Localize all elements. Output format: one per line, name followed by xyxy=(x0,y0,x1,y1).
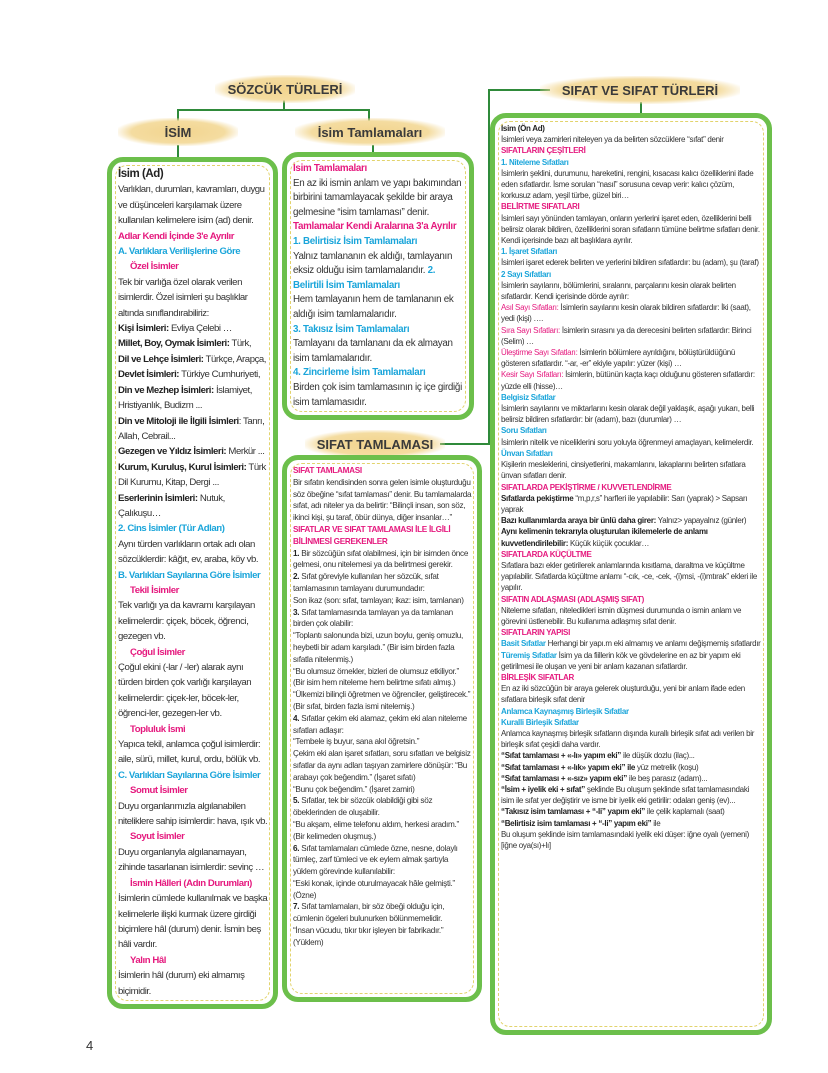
paragraph xyxy=(501,560,762,594)
paragraph xyxy=(501,369,762,391)
isim-tamlamalari-content xyxy=(287,157,469,415)
emphasis-run: 1. İşaret Sıfatları xyxy=(501,247,558,257)
paragraph xyxy=(293,843,472,878)
text-run: İsimlerin hâl (durum) eki almamış biçimidir. xyxy=(118,970,245,997)
text-run: Yapıca tekil, anlamca çoğul isimlerdir: aile, sürü, millet, kurul, ordu, bölük vb. xyxy=(118,739,261,766)
text-run: “Bu akşam, elime telefonu aldım, herkesi aradım.” (Bir kelimeden oluşmuş.) xyxy=(293,819,459,841)
section-heading xyxy=(118,876,268,891)
emphasis-run: SIFATLARDA PEKİŞTİRME / KUVVETLENDİRME xyxy=(501,482,672,492)
text-run: İslamiyet, Hristiyanlık, Budizm ... xyxy=(118,384,252,412)
section-heading xyxy=(118,953,268,968)
text-run: Yalnız tamlananın ek aldığı, tamlayanın eksiz olduğu isim tamlamalarıdır. xyxy=(293,250,453,277)
paragraph xyxy=(293,819,472,843)
label-sozcuk-turleri: SÖZCÜK TÜRLERİ xyxy=(215,75,355,103)
emphasis-run: Ünvan Sıfatları xyxy=(501,448,553,458)
paragraph xyxy=(293,630,472,665)
paragraph xyxy=(501,403,762,425)
emphasis-run: 4. Zincirleme İsim Tamlamaları xyxy=(293,367,426,379)
emphasis-run: Belgisiz Sıfatlar xyxy=(501,392,556,402)
text-run: “Bunu çok beğendim.” (İşaret zamiri) xyxy=(293,784,415,794)
paragraph xyxy=(118,491,268,522)
emphasis-run: 7. xyxy=(293,902,300,912)
paragraph xyxy=(118,537,268,568)
section-heading xyxy=(118,167,268,182)
text-run: Çekim eki alan işaret sıfatları, soru sıfatları ve belgisiz sıfatlar da aynı adları taşıyan zamirlere dönüşür: “Bu arabayı çok beğendim.” (İşaret sıfatı) xyxy=(293,749,471,782)
paragraph xyxy=(118,367,268,382)
emphasis-run: 1. Niteleme Sıfatları xyxy=(501,157,569,167)
text-run: Bir sıfatın kendisinden sonra gelen isimle oluşturduğu söz öbeğine “sıfat tamlaması” denir. Bu tamlamalarda sıfat, adı niteler ya da belirtir: “Bilinçli insan, son söz, ikinci kişi, şu taraf, öbür dünya, diğer insanlar…” xyxy=(293,477,472,523)
paragraph xyxy=(501,257,762,268)
section-heading xyxy=(118,568,268,583)
emphasis-run: Tekil İsimler xyxy=(130,584,179,596)
paragraph xyxy=(118,891,268,953)
emphasis-run: Basit Sıfatlar xyxy=(501,639,546,649)
text-run: ile çelik kaplamalı (saat) xyxy=(645,807,725,817)
paragraph xyxy=(118,275,268,321)
text-run: İsimleri veya zamirleri niteleyen ya da belirten sözcüklere “sıfat” denir xyxy=(501,135,724,145)
section-heading xyxy=(501,269,762,280)
text-run: Bir sözcüğün sıfat olabilmesi, için bir isimden önce gelmesi, onu nitelemesi ya da belirtmesi gerekir. xyxy=(293,548,469,570)
text-run: “Eski konak, içinde oturulmayacak hâle gelmişti.” (Özne) xyxy=(293,878,455,900)
paragraph xyxy=(118,598,268,644)
paragraph xyxy=(118,660,268,722)
isim-content xyxy=(112,162,273,1004)
section-heading xyxy=(293,220,464,235)
paragraph xyxy=(293,666,472,690)
paragraph xyxy=(293,689,472,713)
paragraph xyxy=(501,605,762,627)
paragraph xyxy=(501,762,762,773)
sifat-turleri-box xyxy=(490,113,772,1035)
text-run: Duyu organlarımızla algılanabilen niteliklere sahip isimlerdir: hava, ışık vb. xyxy=(118,800,268,828)
section-heading xyxy=(293,465,472,477)
section-heading xyxy=(118,244,268,259)
emphasis-run: 2. Cins İsimler (Tür Adları) xyxy=(118,523,225,535)
text-run: İsimlerin sayılarını, bölümlerini, sıralarını, parçalarını kesin olarak belirten sıfatlardır. Kendi içerisinde dörde ayrılır: xyxy=(501,280,736,302)
text-run: Nutuk, Çalıkuşu… xyxy=(118,492,225,519)
isim-tamlamalari-box xyxy=(282,152,474,420)
paragraph xyxy=(293,713,472,737)
text-run: Türk Dil Kurumu, Kitap, Dergi ... xyxy=(118,461,266,489)
emphasis-run: A. Varlıklara Verilişlerine Göre xyxy=(118,246,241,258)
section-heading xyxy=(293,366,464,381)
text-run: ile beş parasız (adam)... xyxy=(626,773,708,783)
emphasis-run: Bazı kullanımlarda araya bir ünlü daha girer: xyxy=(501,516,656,526)
emphasis-run: Tamlamalar Kendi Aralarına 3'a Ayrılır xyxy=(293,221,457,233)
section-heading xyxy=(293,235,464,250)
label-isim: İSİM xyxy=(118,118,238,146)
emphasis-run: Din ve Mitoloji ile İlgili İsimleri xyxy=(118,415,239,427)
emphasis-run: Sıra Sayı Sıfatları: xyxy=(501,325,560,335)
text-run: İsimleri işaret ederek belirten ve yerlerini bildiren sıfatlardır: bu (adam), şu (taraf) xyxy=(501,258,759,268)
emphasis-run: Topluluk İsmi xyxy=(130,723,186,735)
connector-line xyxy=(177,109,370,111)
paragraph xyxy=(118,321,268,336)
paragraph xyxy=(293,337,464,366)
section-heading xyxy=(118,645,268,660)
emphasis-run: Kesir Sayı Sıfatları: xyxy=(501,370,564,380)
emphasis-run: Sıfatlarda pekiştirme xyxy=(501,493,574,503)
paragraph xyxy=(501,168,762,202)
emphasis-run: “Sıfat tamlaması + «-lı» yapım eki” xyxy=(501,751,622,761)
isim-box xyxy=(107,157,278,1009)
paragraph xyxy=(501,325,762,347)
paragraph xyxy=(501,750,762,761)
text-run: İsimlerin, bütünün kaçta kaçı olduğunu gösteren sıfatlardır: yüzde elli (hisse)… xyxy=(501,370,755,391)
paragraph xyxy=(501,437,762,448)
text-run: İsimlerin sayılarını kesin olarak bildiren sıfatlardır: İki (saat), yedi (kişi) …. xyxy=(501,303,751,324)
paragraph xyxy=(501,493,762,515)
text-run: Son ikaz (son: sıfat, tamlayan; ikaz: isim, tamlanan) xyxy=(293,595,464,605)
text-run: İsimlerin cümlede kullanılmak ve başka kelimelerle ilişki kurmak üzere girdiği biçimlere hâl (durum) denir. İsmin beş hâli vardır. xyxy=(118,893,268,951)
emphasis-run: “Belirtisiz isim tamlaması + “-li” yapım eki” xyxy=(501,818,652,828)
emphasis-run: 6. xyxy=(293,843,300,853)
section-heading xyxy=(293,524,472,548)
emphasis-run: Gezegen ve Yıldız İsimleri: xyxy=(118,446,227,458)
section-heading xyxy=(501,201,762,212)
emphasis-run: C. Varlıkları Sayılarına Göre İsimler xyxy=(118,769,261,781)
emphasis-run: SIFATIN ADLAŞMASI (ADLAŞMIŞ SIFAT) xyxy=(501,594,644,604)
emphasis-run: “Sıfat tamlaması + «-sız» yapım eki” xyxy=(501,773,627,783)
emphasis-run: “Takısız isim tamlaması + “-li” yapım eki” xyxy=(501,807,645,817)
emphasis-run: Dil ve Lehçe İsimleri: xyxy=(118,353,204,365)
section-heading xyxy=(118,259,268,274)
text-run: “Toplantı salonunda bizi, uzun boylu, geniş omuzlu, heybetli bir adam karşıladı.” (Bir isim birden fazla sıfatla nitelenmiş.) xyxy=(293,631,463,664)
section-heading xyxy=(293,162,464,177)
paragraph xyxy=(293,607,472,631)
emphasis-run: Soyut İsimler xyxy=(130,831,185,843)
paragraph xyxy=(118,845,268,876)
section-heading xyxy=(501,706,762,717)
sifat-turleri-content xyxy=(495,118,767,856)
section-heading xyxy=(501,594,762,605)
emphasis-run: 2. Belirtili İsim Tamlamaları xyxy=(293,265,436,291)
text-run: İsimleri sayı yönünden tamlayan, onların yerlerini işaret eden, özelliklerini belli belirsiz olarak bildiren, özelliklerini soran sıfatların tümüne belirtme sıfatları denir. Kendi içerisinde bazı alt başlıklara ayrılır. xyxy=(501,213,760,246)
paragraph xyxy=(501,829,762,851)
text-run: Merkür ... xyxy=(226,446,265,458)
emphasis-run: SIFATLARDA KÜÇÜLTME xyxy=(501,549,592,559)
text-run: Anlamca kaynaşmış birleşik sıfatların dışında kurallı birleşik sıfat adı verilen bir birleşik sıfat çeşidi daha vardır. xyxy=(501,728,755,750)
paragraph xyxy=(293,293,464,322)
text-run: İsimlerin sırasını ya da derecesini belirten sıfatlardır: Birinci (Selim) … xyxy=(501,325,752,346)
paragraph xyxy=(293,925,472,949)
paragraph xyxy=(293,477,472,524)
text-run: İsimlerin şeklini, durumunu, hareketini, rengini, kısacası kalıcı özelliklerini ifade eden sıfatlardır. İsme sorulan “nasıl” sorusuna cevap verir: kalıcı çözüm, korkusuz adam, yeşil türbe, güzel biri… xyxy=(501,168,754,201)
paragraph xyxy=(501,123,762,134)
emphasis-run: Eserlerinin İsimleri: xyxy=(118,492,198,504)
emphasis-run: BİRLEŞİK SIFATLAR xyxy=(501,672,574,682)
section-heading xyxy=(501,672,762,683)
emphasis-run: SIFATLARIN YAPISI xyxy=(501,628,570,638)
label-isim-tamlamalari: İsim Tamlamaları xyxy=(295,118,445,146)
text-run: “Tembele iş buyur, sana akıl öğretsin.” xyxy=(293,737,420,747)
text-run: ile düşük dozlu (ilaç)... xyxy=(621,751,695,761)
label-sifat-tamlamasi: SIFAT TAMLAMASI xyxy=(305,430,445,458)
section-heading xyxy=(501,157,762,168)
paragraph xyxy=(118,460,268,491)
emphasis-run: Üleştirme Sayı Sıfatları: xyxy=(501,348,578,358)
section-heading xyxy=(118,583,268,598)
text-run: İsim ya da fiillerin kök ve gövdelerine en az bir yapım eki getirilmesi ile oluşan ve yeni bir anlam kazanan sıfatlardır. xyxy=(501,650,741,671)
text-run: şeklinde Bu oluşum şeklinde sıfat tamlamasındaki isim ile sıfat yer değiştirir ve isme bir iyelik eki getirilir: odaları geniş (ev)... xyxy=(501,784,750,806)
sifat-tamlamasi-box xyxy=(282,455,482,1002)
paragraph xyxy=(118,968,268,999)
paragraph xyxy=(293,595,472,607)
section-heading xyxy=(501,448,762,459)
text-run: Sıfat tamlamasında tamlayan ya da tamlanan birden çok olabilir: xyxy=(293,607,453,629)
emphasis-run: Yalın Hâl xyxy=(130,954,166,966)
emphasis-run: SIFATLARIN ÇEŞİTLERİ xyxy=(501,146,586,156)
paragraph xyxy=(293,177,464,221)
paragraph xyxy=(501,683,762,705)
text-run: Herhangi bir yapı.m eki almamış ve anlamı değişmemiş sıfatlardır xyxy=(545,639,761,649)
paragraph xyxy=(118,737,268,768)
text-run: Bu oluşum şeklinde isim tamlamasındaki iyelik eki düşer: iğne oyalı (yemeni) [iğne oya(sı)+lı] xyxy=(501,829,749,850)
paragraph xyxy=(501,213,762,247)
text-run: Sıfat tamlamaları cümlede özne, nesne, dolaylı tümleç, zarf tümleci ve ek eylem almak şartıyla yüklem görevinde kullanılabilir: xyxy=(293,843,458,877)
emphasis-run: 1. Belirtisiz İsim Tamlamaları xyxy=(293,235,418,247)
section-heading xyxy=(501,627,762,638)
text-run: En az iki sözcüğün bir araya gelerek oluşturduğu, yeni bir anlam ifade eden sıfatlara birleşik sıfat denir xyxy=(501,684,745,705)
paragraph xyxy=(118,336,268,351)
emphasis-run: İsim (Ön Ad) xyxy=(501,124,545,133)
text-run: En az iki ismin anlam ve yapı bakımından birbirini tamamlayacak şekilde bir araya gelmesine “isim tamlaması” denir. xyxy=(293,177,462,218)
text-run: Türkçe, Arapça, xyxy=(203,353,267,365)
connector-line xyxy=(440,443,490,445)
paragraph xyxy=(118,383,268,414)
emphasis-run: Millet, Boy, Oymak İsimleri: xyxy=(118,338,230,350)
text-run: Türkiye Cumhuriyeti, xyxy=(179,369,261,381)
emphasis-run: Çoğul İsimler xyxy=(130,646,185,658)
paragraph xyxy=(501,773,762,784)
text-run: Duyu organlarıyla algılanamayan, zihinde tasarlanan isimlerdir: sevinç … xyxy=(118,846,265,874)
section-heading xyxy=(118,768,268,783)
paragraph xyxy=(501,638,762,649)
section-heading xyxy=(501,482,762,493)
paragraph xyxy=(501,784,762,806)
section-heading xyxy=(501,549,762,560)
emphasis-run: Özel İsimler xyxy=(130,261,179,273)
paragraph xyxy=(501,650,762,672)
text-run: Sıfat tamlamaları, bir söz öbeği olduğu için, cümlenin ögeleri bulunurken bölünmemelidir. xyxy=(293,902,445,924)
emphasis-run: Anlamca Kaynaşmış Birleşik Sıfatlar xyxy=(501,706,629,716)
emphasis-run: 2 Sayı Sıfatları xyxy=(501,269,551,279)
text-run: Sıfatlara bazı ekler getirilerek anlamlarında kısıtlama, daraltma ve küçültme yapılabilir. Sıfatlarda küçültme anlamı “-cık, -ce, -cek, -(i)msi, -(i)mtırak” ekleri ile yapılır. xyxy=(501,560,758,593)
text-run: “m,p,r,s” harfleri ile yapılabilir: Sarı (yaprak) > Sapsarı yaprak xyxy=(501,493,748,514)
emphasis-run: “Sıfat tamlaması + «-lık» yapım eki” ile xyxy=(501,762,636,772)
section-heading xyxy=(118,521,268,536)
section-heading xyxy=(293,323,464,338)
text-run: Niteleme sıfatları, niteledikleri ismin düşmesi durumunda o ismin anlam ve görevini üstlenebilir. Bu kullanıma adlaşmış sıfat denir. xyxy=(501,605,742,626)
paragraph xyxy=(293,571,472,595)
emphasis-run: İsim (Ad) xyxy=(118,168,164,180)
paragraph xyxy=(293,736,472,748)
paragraph xyxy=(118,352,268,367)
label-sifat-ve-sifat-turleri: SIFAT VE SIFAT TÜRLERİ xyxy=(540,76,740,104)
section-heading xyxy=(501,145,762,156)
section-heading xyxy=(501,392,762,403)
emphasis-run: Asıl Sayı Sıfatları: xyxy=(501,303,559,313)
emphasis-run: Din ve Mezhep İsimleri: xyxy=(118,384,214,396)
paragraph xyxy=(293,250,464,294)
text-run: Tek varlığı ya da kavramı karşılayan kelimelerdir: çiçek, böcek, öğrenci, gezegen vb. xyxy=(118,600,255,643)
emphasis-run: “İsim + iyelik eki + sıfat” xyxy=(501,784,585,794)
section-heading xyxy=(118,722,268,737)
emphasis-run: Aynı kelimenin tekrarıyla oluşturulan ikilemelerle de anlamı kuvvetlendirilebilir: xyxy=(501,527,708,548)
paragraph xyxy=(293,548,472,572)
text-run: Sıfatlar, tek bir sözcük olabildiği gibi söz öbeklerinden de oluşabilir. xyxy=(293,796,433,818)
section-heading xyxy=(118,783,268,798)
page-number: 4 xyxy=(86,1038,94,1053)
text-run: “Bu olumsuz örnekler, bizleri de olumsuz etkiliyor.” (Bir isim hem niteleme hem belirtme sıfatı almış.) xyxy=(293,666,459,688)
text-run: Hem tamlayanın hem de tamlananın ek aldığı isim tamlamalarıdır. xyxy=(293,294,454,320)
paragraph xyxy=(118,182,268,228)
section-heading xyxy=(501,425,762,436)
text-run: : Tanrı, Allah, Cebrail... xyxy=(118,415,265,442)
paragraph xyxy=(501,459,762,481)
text-run: Varlıkları, durumları, kavramları, duygu ve düşünceleri karşılamak üzere kullanılan kelimelere isim (ad) denir. xyxy=(118,184,265,227)
emphasis-run: 3. Takısız İsim Tamlamaları xyxy=(293,323,410,335)
paragraph xyxy=(501,134,762,145)
section-heading xyxy=(501,717,762,728)
text-run: Türk, xyxy=(229,338,252,350)
text-run: Küçük küçük çocuklar… xyxy=(568,538,650,548)
paragraph xyxy=(118,414,268,445)
paragraph xyxy=(501,302,762,324)
paragraph xyxy=(293,784,472,796)
paragraph xyxy=(501,818,762,829)
emphasis-run: SIFATLAR VE SIFAT TAMLAMASI İLE İLGİLİ BİLİNMESİ GEREKENLER xyxy=(293,524,451,546)
paragraph xyxy=(118,799,268,830)
text-run: Sıfat göreviyle kullanılan her sözcük, sıfat tamlamasının tamlayanı durumundadır: xyxy=(293,572,439,593)
emphasis-run: 3. xyxy=(293,607,300,617)
emphasis-run: 2. xyxy=(293,572,300,582)
text-run: yüz metrelik (koşu) xyxy=(635,762,699,772)
text-run: “İnsan vücudu, tıkır tıkır işleyen bir fabrikadır.” (Yüklem) xyxy=(293,926,444,947)
emphasis-run: B. Varlıkları Sayılarına Göre İsimler xyxy=(118,569,261,581)
emphasis-run: Kurum, Kuruluş, Kurul İsimleri: xyxy=(118,461,247,473)
paragraph xyxy=(293,901,472,925)
paragraph xyxy=(501,806,762,817)
paragraph xyxy=(118,444,268,459)
text-run: ile xyxy=(651,818,661,828)
text-run: Evliya Çelebi … xyxy=(168,323,232,335)
text-run: İsimlerin nitelik ve niceliklerini soru yoluyla öğrenmeyi amaçlayan, kelimelerdir. xyxy=(501,437,754,447)
paragraph xyxy=(501,280,762,302)
section-heading xyxy=(118,829,268,844)
emphasis-run: Kişi İsimleri: xyxy=(118,323,169,335)
emphasis-run: 4. xyxy=(293,713,300,723)
text-run: Sıfatlar çekim eki alamaz, çekim eki alan niteleme sıfatları adlaşır: xyxy=(293,713,467,735)
text-run: İsimlerin sayılarını ve miktarlarını kesin olarak değil yaklaşık, aşağı yukarı, belli belirsiz bildiren sıfatlardır: bir (adam), bazı (durumlar) … xyxy=(501,404,755,425)
text-run: Aynı türden varlıkların ortak adı olan sözcüklerdir: kâğıt, ev, araba, köy vb. xyxy=(118,538,259,566)
paragraph xyxy=(293,381,464,410)
emphasis-run: Kuralli Birleşik Sıfatlar xyxy=(501,717,579,727)
emphasis-run: Adlar Kendi İçinde 3'e Ayrılır xyxy=(118,230,235,242)
paragraph xyxy=(293,795,472,819)
section-heading xyxy=(501,246,762,257)
text-run: Kişilerin mesleklerini, cinsiyetlerini, makamlarını, lakaplarını belirten sıfatlara ünvan sıfatları denir. xyxy=(501,460,746,481)
emphasis-run: İsim Tamlamaları xyxy=(293,163,367,174)
emphasis-run: SIFAT TAMLAMASI xyxy=(293,466,362,475)
emphasis-run: Somut İsimler xyxy=(130,785,188,797)
text-run: Yalnız> yapayalnız (günler) xyxy=(656,516,747,526)
emphasis-run: Soru Sıfatları xyxy=(501,426,547,436)
paragraph xyxy=(501,347,762,369)
emphasis-run: 5. xyxy=(293,796,300,806)
paragraph xyxy=(293,748,472,783)
paragraph xyxy=(501,515,762,526)
text-run: “Ülkemizi bilinçli öğretmen ve öğrenciler, geliştirecek.” (Bir sıfat, birden fazla ismi nitelemiş.) xyxy=(293,690,471,711)
sifat-tamlamasi-content xyxy=(287,460,477,954)
text-run: Çoğul ekini (-lar / -ler) alarak aynı türden birden çok varlığı karşılayan kelimelerdir: çiçek-ler, böcek-ler, öğrenci-ler, gezegen-ler vb. xyxy=(118,662,252,720)
text-run: İsimlerin bölümlere ayrıldığını, bölüştürüldüğünü gösteren sıfatlardır. “-ar, -er” ekiyle yapılır: yüzer (kişi) … xyxy=(501,348,736,369)
emphasis-run: Devlet İsimleri: xyxy=(118,369,180,381)
text-run: Tek bir varlığa özel olarak verilen isimlerdir. Özel isimleri şu başlıklar altında sınıflandırabiliriz: xyxy=(118,276,248,319)
text-run: Birden çok isim tamlamasının iç içe girdiği isim tamlamasıdır. xyxy=(293,381,462,408)
paragraph xyxy=(501,728,762,750)
paragraph xyxy=(501,526,762,548)
section-heading xyxy=(118,229,268,244)
emphasis-run: Türemiş Sıfatlar xyxy=(501,650,557,660)
emphasis-run: 1. xyxy=(293,548,300,558)
emphasis-run: İsmin Hâlleri (Adın Durumları) xyxy=(130,877,252,889)
paragraph xyxy=(293,878,472,902)
text-run: Tamlayanı da tamlananı da ek almayan isim tamlamalarıdır. xyxy=(293,338,453,364)
emphasis-run: BELİRTME SIFATLARI xyxy=(501,202,580,212)
